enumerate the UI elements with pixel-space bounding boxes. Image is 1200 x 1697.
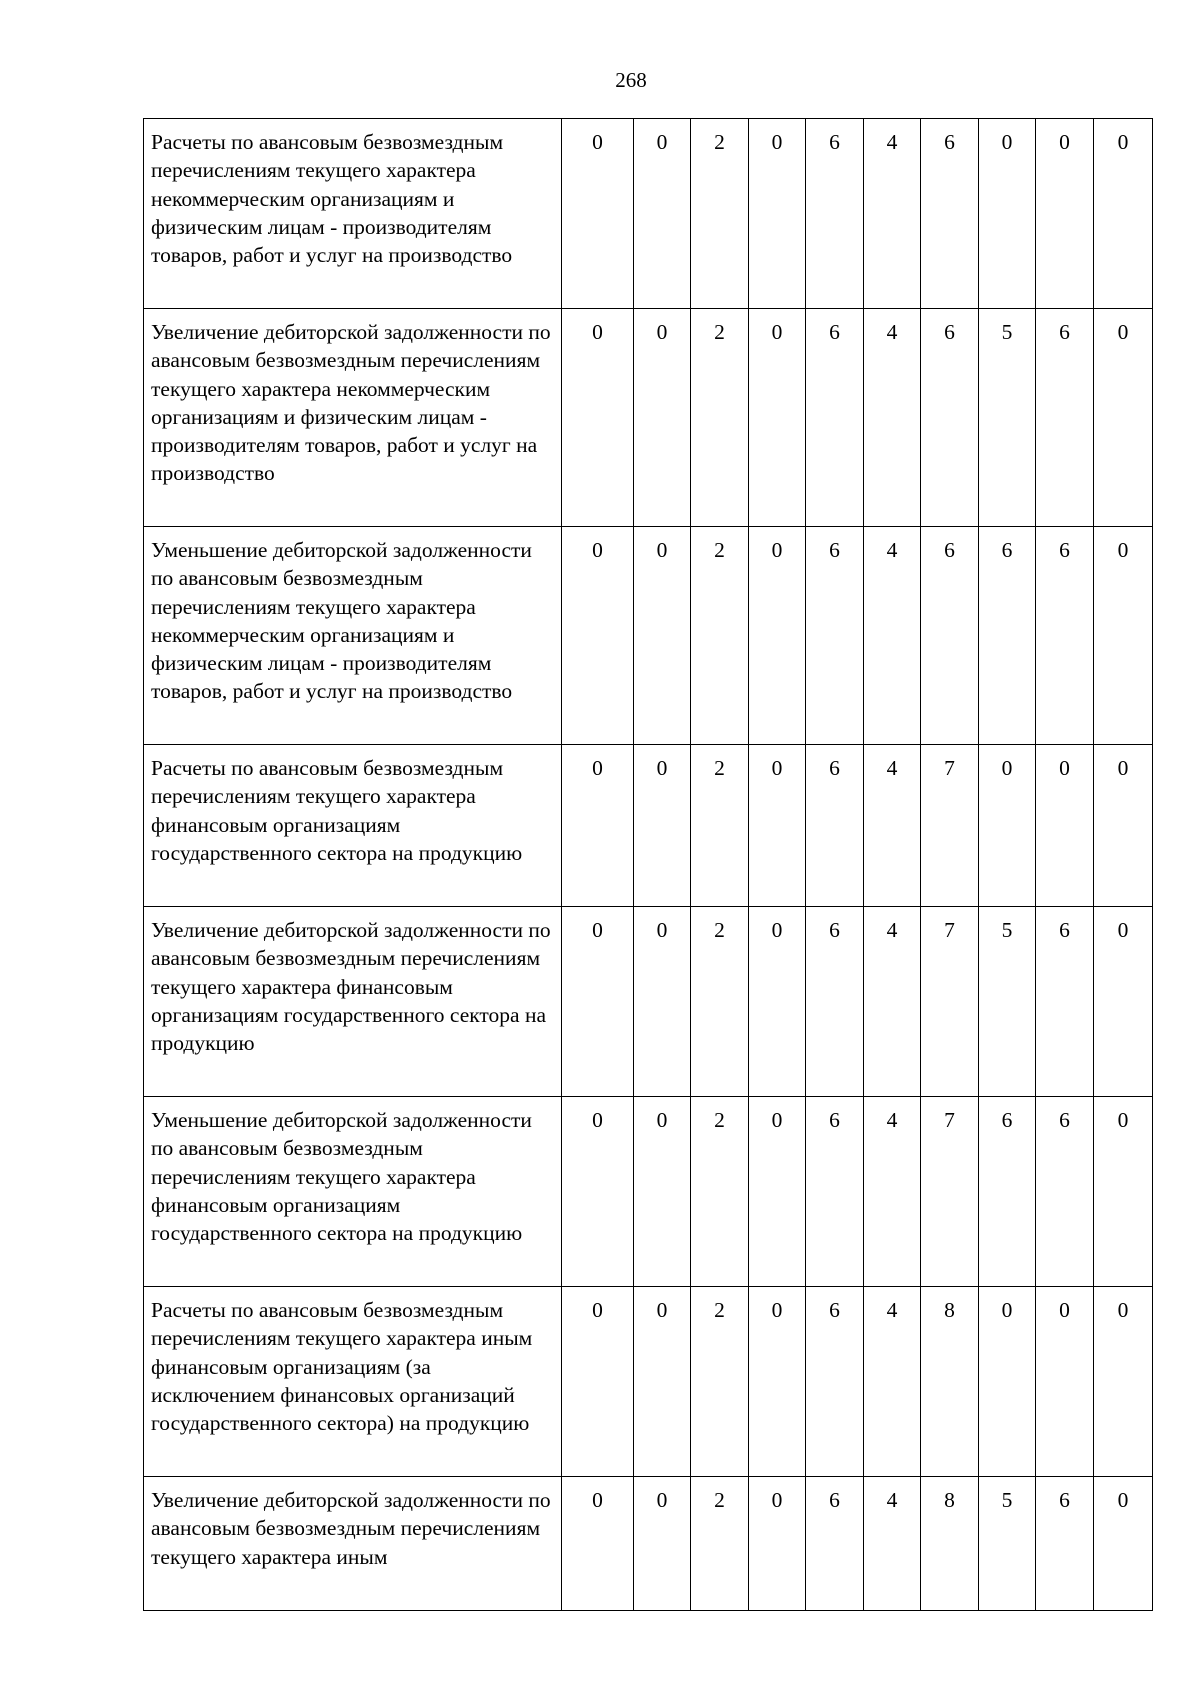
row-description: Уменьшение дебиторской задолженности по авансовым безвозмездным перечислениям текущего характера некоммерческим организациям и физическим лицам - производителям товаров, работ и услуг на производство xyxy=(144,527,562,745)
code-digit: 0 xyxy=(634,1097,691,1287)
code-digit: 6 xyxy=(1036,527,1094,745)
row-description: Расчеты по авансовым безвозмездным перечислениям текущего характера некоммерческим организациям и физическим лицам - производителям товаров, работ и услуг на производство xyxy=(144,119,562,309)
code-digit: 2 xyxy=(691,1097,749,1287)
code-digit: 0 xyxy=(1036,1287,1094,1477)
account-codes-table xyxy=(143,118,1153,1611)
code-digit: 6 xyxy=(979,1097,1036,1287)
table-row xyxy=(144,1097,1153,1287)
code-digit: 0 xyxy=(562,907,634,1097)
code-digit: 0 xyxy=(1036,745,1094,907)
code-digit: 6 xyxy=(1036,1477,1094,1611)
code-digit: 0 xyxy=(634,907,691,1097)
code-digit: 6 xyxy=(921,119,979,309)
code-digit: 6 xyxy=(806,1097,864,1287)
code-digit: 0 xyxy=(1094,907,1153,1097)
code-digit: 4 xyxy=(864,1287,921,1477)
code-digit: 2 xyxy=(691,309,749,527)
code-digit: 0 xyxy=(562,1097,634,1287)
code-digit: 4 xyxy=(864,745,921,907)
code-digit: 0 xyxy=(634,309,691,527)
code-digit: 2 xyxy=(691,119,749,309)
code-digit: 0 xyxy=(634,745,691,907)
code-digit: 0 xyxy=(1094,309,1153,527)
code-digit: 0 xyxy=(562,1477,634,1611)
code-digit: 2 xyxy=(691,745,749,907)
code-digit: 0 xyxy=(1094,745,1153,907)
code-digit: 0 xyxy=(979,1287,1036,1477)
code-digit: 8 xyxy=(921,1287,979,1477)
page-number: 268 xyxy=(615,68,647,92)
code-digit: 6 xyxy=(1036,907,1094,1097)
row-description: Расчеты по авансовым безвозмездным перечислениям текущего характера финансовым организациям государственного сектора на продукцию xyxy=(144,745,562,907)
code-digit: 0 xyxy=(1094,1477,1153,1611)
code-digit: 0 xyxy=(1094,527,1153,745)
code-digit: 4 xyxy=(864,1477,921,1611)
row-description: Расчеты по авансовым безвозмездным перечислениям текущего характера иным финансовым организациям (за исключением финансовых организаций государственного сектора) на продукцию xyxy=(144,1287,562,1477)
table-row xyxy=(144,1287,1153,1477)
code-digit: 0 xyxy=(634,119,691,309)
code-digit: 0 xyxy=(1036,119,1094,309)
code-digit: 0 xyxy=(749,527,806,745)
code-digit: 4 xyxy=(864,309,921,527)
code-digit: 0 xyxy=(749,309,806,527)
code-digit: 0 xyxy=(562,1287,634,1477)
table-row xyxy=(144,309,1153,527)
code-digit: 0 xyxy=(749,1287,806,1477)
code-digit: 6 xyxy=(806,1477,864,1611)
code-digit: 4 xyxy=(864,527,921,745)
code-digit: 0 xyxy=(749,1097,806,1287)
table-row xyxy=(144,119,1153,309)
code-digit: 6 xyxy=(921,309,979,527)
table-row xyxy=(144,527,1153,745)
code-digit: 0 xyxy=(749,1477,806,1611)
code-digit: 6 xyxy=(806,745,864,907)
code-digit: 7 xyxy=(921,745,979,907)
code-digit: 5 xyxy=(979,907,1036,1097)
row-description: Уменьшение дебиторской задолженности по авансовым безвозмездным перечислениям текущего характера финансовым организациям государственного сектора на продукцию xyxy=(144,1097,562,1287)
code-digit: 7 xyxy=(921,1097,979,1287)
code-digit: 2 xyxy=(691,1287,749,1477)
code-digit: 5 xyxy=(979,1477,1036,1611)
code-digit: 4 xyxy=(864,119,921,309)
code-digit: 5 xyxy=(979,309,1036,527)
code-digit: 2 xyxy=(691,1477,749,1611)
code-digit: 7 xyxy=(921,907,979,1097)
code-digit: 6 xyxy=(806,527,864,745)
code-digit: 0 xyxy=(562,119,634,309)
code-digit: 0 xyxy=(1094,1287,1153,1477)
code-digit: 0 xyxy=(979,745,1036,907)
code-digit: 4 xyxy=(864,1097,921,1287)
code-digit: 0 xyxy=(749,119,806,309)
row-description: Увеличение дебиторской задолженности по авансовым безвозмездным перечислениям текущего характера иным xyxy=(144,1477,562,1611)
code-digit: 6 xyxy=(1036,309,1094,527)
code-digit: 6 xyxy=(1036,1097,1094,1287)
code-digit: 0 xyxy=(979,119,1036,309)
table-row xyxy=(144,745,1153,907)
code-digit: 8 xyxy=(921,1477,979,1611)
code-digit: 6 xyxy=(806,907,864,1097)
code-digit: 0 xyxy=(634,527,691,745)
code-digit: 0 xyxy=(1094,1097,1153,1287)
code-digit: 0 xyxy=(562,309,634,527)
table-row xyxy=(144,907,1153,1097)
code-digit: 0 xyxy=(749,745,806,907)
code-digit: 2 xyxy=(691,907,749,1097)
code-digit: 4 xyxy=(864,907,921,1097)
table-row xyxy=(144,1477,1153,1611)
code-digit: 6 xyxy=(921,527,979,745)
code-digit: 6 xyxy=(806,1287,864,1477)
code-digit: 6 xyxy=(979,527,1036,745)
row-description: Увеличение дебиторской задолженности по авансовым безвозмездным перечислениям текущего характера финансовым организациям государственного сектора на продукцию xyxy=(144,907,562,1097)
row-description: Увеличение дебиторской задолженности по авансовым безвозмездным перечислениям текущего характера некоммерческим организациям и физическим лицам - производителям товаров, работ и услуг на производство xyxy=(144,309,562,527)
code-digit: 6 xyxy=(806,309,864,527)
code-digit: 6 xyxy=(806,119,864,309)
code-digit: 0 xyxy=(1094,119,1153,309)
code-digit: 2 xyxy=(691,527,749,745)
code-digit: 0 xyxy=(634,1477,691,1611)
code-digit: 0 xyxy=(634,1287,691,1477)
code-digit: 0 xyxy=(562,745,634,907)
code-digit: 0 xyxy=(562,527,634,745)
code-digit: 0 xyxy=(749,907,806,1097)
